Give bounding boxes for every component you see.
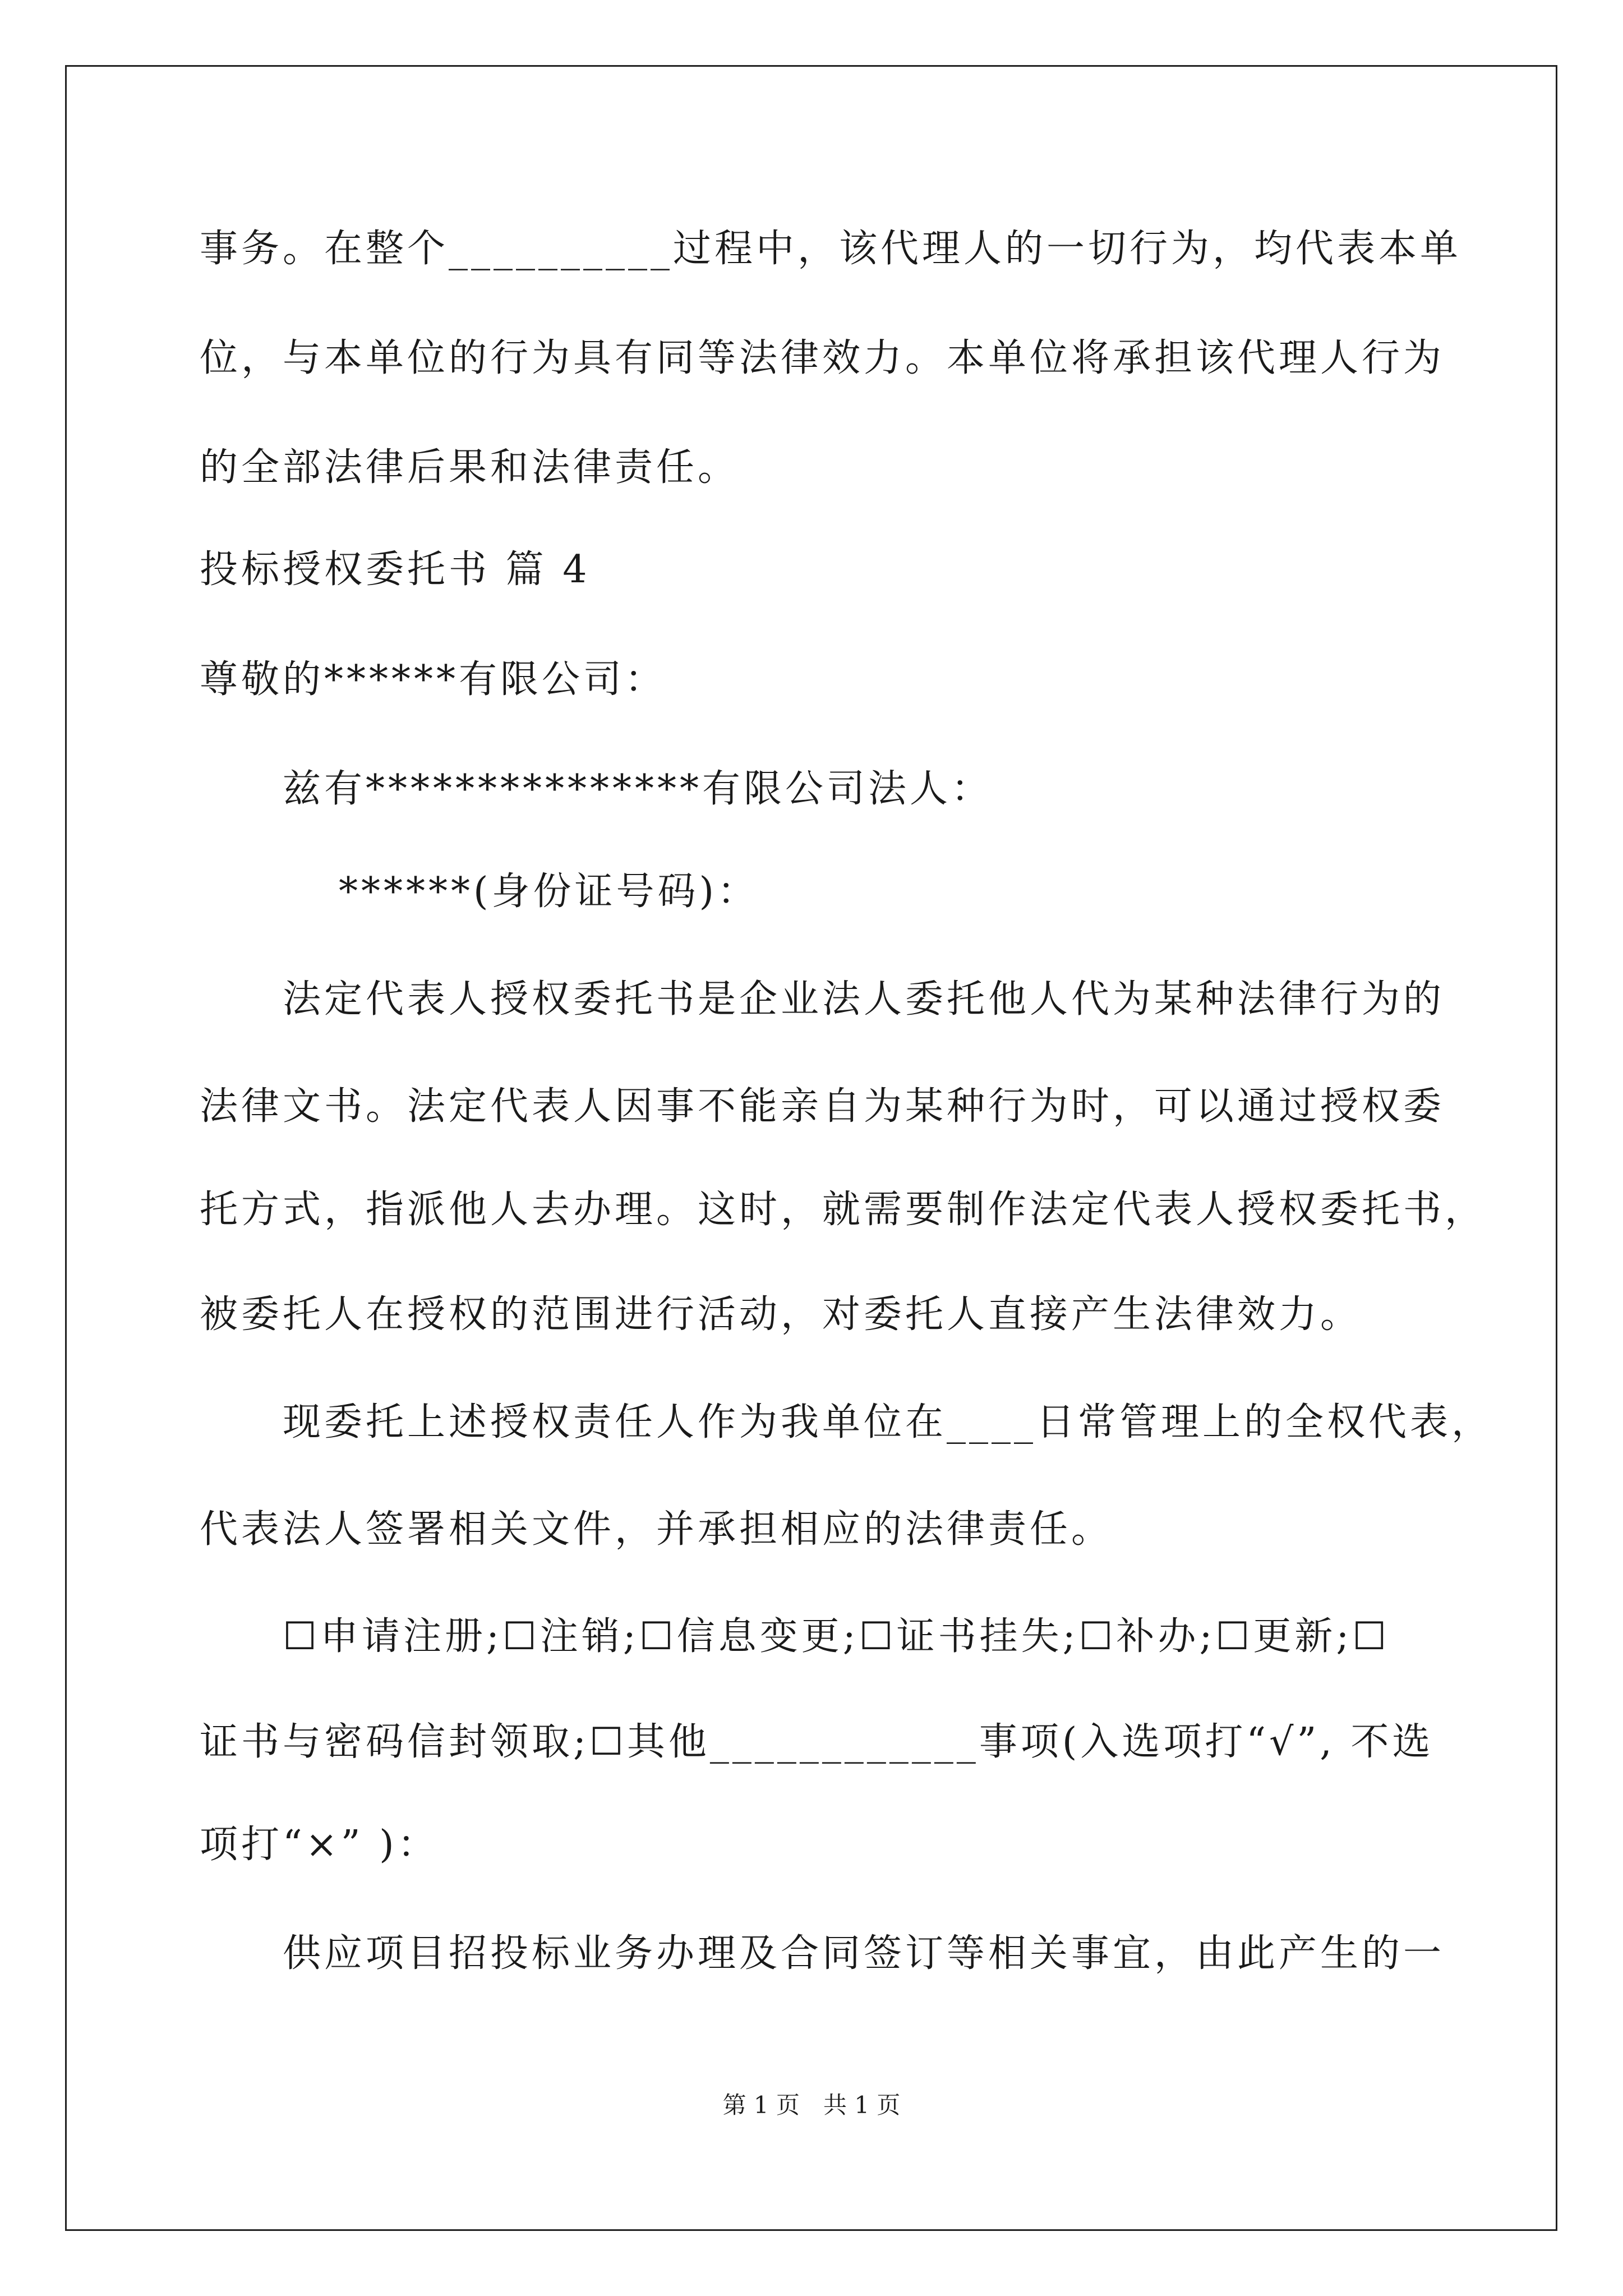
paragraph-line: 项打“×” )：	[200, 1823, 439, 1867]
page-frame	[65, 65, 1557, 2231]
paragraph-line: 法律文书。法定代表人因事不能亲自为某种行为时，可以通过授权委	[200, 1084, 1445, 1129]
paragraph-line: 的全部法律后果和法律责任。	[200, 445, 740, 490]
section-heading: 投标授权委托书 篇 4	[200, 547, 591, 592]
paragraph-line: 代表法人签署相关文件，并承担相应的法律责任。	[200, 1507, 1113, 1552]
checkbox-options-line: 证书与密码信封领取;☐其他____________事项(入选项打“√”, 不选	[200, 1720, 1434, 1764]
paragraph-line: 事务。在整个__________过程中，该代理人的一切行为，均代表本单	[200, 227, 1462, 271]
paragraph-line: 供应项目招投标业务办理及合同签订等相关事宜，由此产生的一	[283, 1931, 1445, 1976]
paragraph-line: 位，与本单位的行为具有同等法律效力。本单位将承担该代理人行为	[200, 336, 1445, 380]
salutation: 尊敬的******有限公司：	[200, 657, 667, 702]
paragraph-line: 托方式，指派他人去办理。这时，就需要制作法定代表人授权委托书，	[200, 1188, 1487, 1232]
paragraph-line: 现委托上述授权责任人作为我单位在____日常管理上的全权代表，	[283, 1400, 1493, 1444]
paragraph-line: 兹有***************有限公司法人：	[283, 767, 993, 811]
paragraph-line: ******(身份证号码)：	[339, 869, 759, 914]
checkbox-options-line: ☐申请注册;☐注销;☐信息变更;☐证书挂失;☐补办;☐更新;☐	[283, 1614, 1390, 1659]
paragraph-line: 法定代表人授权委托书是企业法人委托他人代为某种法律行为的	[283, 977, 1445, 1022]
paragraph-line: 被委托人在授权的范围进行活动，对委托人直接产生法律效力。	[200, 1292, 1362, 1337]
page-number-footer: 第 1 页 共 1 页	[722, 2091, 901, 2119]
